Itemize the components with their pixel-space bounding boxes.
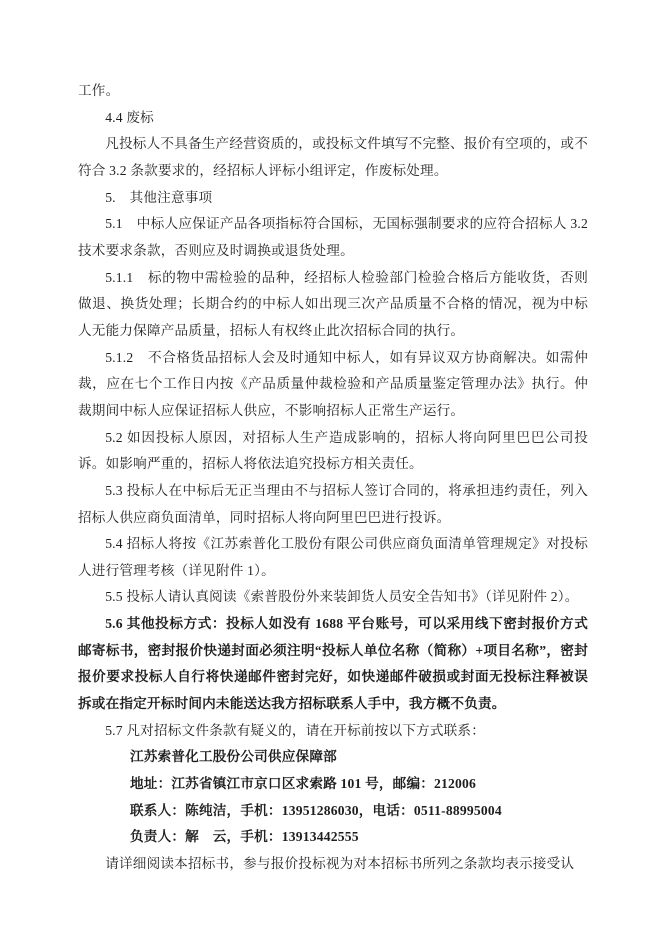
doc-paragraph: 5.1 中标人应保证产品各项指标符合国标，无国标强制要求的应符合招标人 3.2 技术要求条款，否则应及时调换或退货处理。 bbox=[78, 216, 588, 258]
doc-paragraph: 5.4 招标人将按《江苏索普化工股份有限公司供应商负面清单管理规定》对投标人进行管理考核（详见附件 1）。 bbox=[78, 536, 588, 578]
contact-line: 联系人：陈纯洁，手机：13951286030，电话：0511-88995004 bbox=[130, 802, 502, 818]
doc-paragraph: 凡投标人不具备生产经营资质的，或投标文件填写不完整、报价有空项的，或不符合 3.2 条款要求的，经招标人评标小组评定，作废标处理。 bbox=[78, 136, 588, 178]
doc-paragraph: 5. 其他注意事项 bbox=[105, 189, 213, 205]
doc-paragraph: 5.1.2 不合格货品招标人会及时通知中标人，如有异议双方协商解决。如需仲裁，应在七个工作日内按《产品质量仲裁检验和产品质量鉴定管理办法》执行。仲裁期间中标人应保证招标人供应，不影响招标人正常生产运行。 bbox=[78, 349, 588, 418]
doc-paragraph: 5.3 投标人在中标后无正当理由不与招标人签订合同的，将承担违约责任，列入招标人供应商负面清单，同时招标人将向阿里巴巴进行投诉。 bbox=[78, 482, 588, 525]
doc-paragraph: 5.5 投标人请认真阅读《索普股份外来装卸货人员安全告知书》（详见附件 2）。 bbox=[105, 589, 579, 605]
document-content bbox=[78, 78, 588, 878]
doc-paragraph: 5.7 凡对招标文件条款有疑义的，请在开标前按以下方式联系： bbox=[105, 722, 486, 738]
contact-line: 江苏索普化工股份公司供应保障部 bbox=[130, 749, 337, 765]
doc-paragraph: 4.4 废标 bbox=[105, 109, 154, 125]
doc-paragraph: 请详细阅读本招标书，参与报价投标视为对本招标书所列之条款均表示接受认 bbox=[105, 856, 575, 872]
contact-line: 地址：江苏省镇江市京口区求索路 101 号，邮编：212006 bbox=[130, 776, 477, 792]
doc-paragraph: 5.2 如因投标人原因，对招标人生产造成影响的，招标人将向阿里巴巴公司投诉。如影响严重的，招标人将依法追究投标方相关责任。 bbox=[78, 429, 588, 472]
doc-paragraph: 工作。 bbox=[78, 83, 120, 98]
contact-line: 负责人：解 云，手机：13913442555 bbox=[130, 829, 359, 845]
doc-paragraph: 5.6 其他投标方式：投标人如没有 1688 平台账号，可以采用线下密封报价方式邮寄标书，密封报价快递封面必须注明“投标人单位名称（简称）+项目名称”，密封报价要求投标人自行将快递邮件密封完好，如快递邮件破损或封面无投标注释被误拆或在指定开标时间内未能送达我方招标联系人手中，我方概不负责。 bbox=[78, 616, 588, 712]
doc-paragraph: 5.1.1 标的物中需检验的品种，经招标人检验部门检验合格后方能收货，否则做退、换货处理；长期合约的中标人如出现三次产品质量不合格的情况，视为中标人无能力保障产品质量，招标人有权终止此次招标合同的执行。 bbox=[78, 269, 588, 338]
